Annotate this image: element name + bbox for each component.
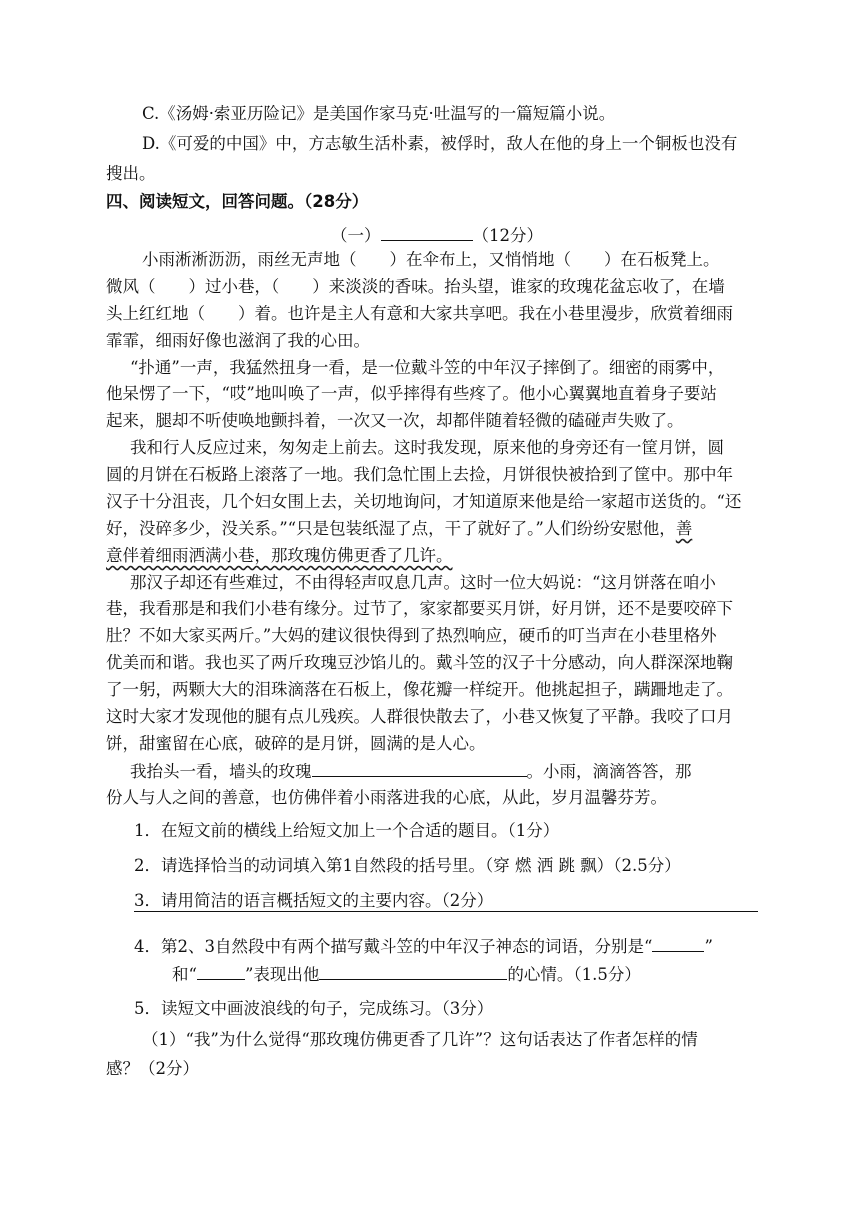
passage-line: 巷，我看那是和我们小巷有缘分。过节了，家家都要买月饼，好月饼，还不是要咬碎下 (106, 599, 733, 618)
passage-line (130, 758, 860, 785)
wavy-sentence-start: 善 (675, 519, 693, 538)
question-4-text: 的心情。（1.5分） (507, 965, 641, 984)
passage-line: 我和行人反应过来，匆匆走上前去。这时我发现，原来他的身旁还有一筐月饼，圆 (130, 438, 724, 457)
wavy-sentence-end: 意伴着细雨洒满小巷，那玫瑰仿佛更香了几许。 (106, 546, 453, 565)
passage-line: 份人与人之间的善意，也仿佛伴着小雨落进我的心底，从此，岁月温馨芬芳。 (106, 788, 667, 807)
passage-line: 小雨淅淅沥沥，雨丝无声地（ ）在伞布上，又悄悄地（ ）在石板凳上。 (142, 250, 720, 269)
passage-line: 霏霏，细雨好像也滋润了我的心田。 (106, 331, 370, 350)
answer-blank[interactable] (652, 933, 704, 952)
question-4-text: 4．第2、3自然段中有两个描写戴斗笠的中年汉子神态的词语，分别是“ (134, 937, 653, 956)
answer-line[interactable] (134, 911, 758, 912)
passage-line: 圆的月饼在石板路上滚落了一地。我们急忙围上去捡，月饼很快被拾到了筐中。那中年 (106, 465, 733, 484)
passage-line (106, 516, 860, 542)
wavy-sentence (106, 543, 860, 569)
passage-line-text: 我抬头一看，墙头的玫瑰 (130, 762, 312, 781)
question-1: 1．在短文前的横线上给短文加上一个合适的题目。（1分） (134, 821, 560, 840)
passage-line: 优美而和谐。我也买了两斤玫瑰豆沙馅儿的。戴斗笠的汉子十分感动，向人群深深地鞠 (106, 653, 733, 672)
question-4-cont (172, 961, 860, 988)
question-5-1-cont: 感？（2分） (106, 1059, 199, 1078)
passage-line: 肚？不如大家买两斤。”大妈的建议很快得到了热烈响应，硬币的叮当声在小巷里格外 (106, 626, 717, 645)
option-c: C.《汤姆·索亚历险记》是美国作家马克·吐温写的一篇短篇小说。 (142, 104, 616, 123)
passage-line: 饼，甜蜜留在心底，破碎的是月饼，圆满的是人心。 (106, 734, 486, 753)
option-d-line1: D.《可爱的中国》中，方志敏生活朴素，被俘时，敌人在他的身上一个铜板也没有 (142, 134, 738, 153)
passage-line: “扑通”一声，我猛然扭身一看，是一位戴斗笠的中年汉子摔倒了。细密的雨雾中， (130, 358, 725, 377)
question-3: 3．请用简洁的语言概括短文的主要内容。（2分） (134, 891, 494, 910)
passage-line-text: 好，没碎多少，没关系。”“只是包装纸湿了点，干了就好了。”人们纷纷安慰他， (106, 519, 676, 538)
passage-sub-score: （12分） (472, 226, 543, 245)
question-5-1: （1）“我”为什么觉得“那玫瑰仿佛更香了几许”？这句话表达了作者怎样的情 (142, 1030, 698, 1049)
passage-subtitle (331, 222, 860, 249)
rose-blank[interactable] (312, 758, 527, 777)
question-4-text: ” (704, 937, 713, 956)
title-blank[interactable] (381, 222, 473, 241)
question-2: 2．请选择恰当的动词填入第1自然段的括号里。（穿 燃 洒 跳 飘）（2.5分） (134, 856, 681, 875)
passage-line: 起来，腿却不听使唤地颤抖着，一次又一次，却都伴随着轻微的磕碰声失败了。 (106, 411, 684, 430)
answer-blank[interactable] (197, 961, 245, 980)
question-4-text: 和“ (172, 965, 197, 984)
option-d-line2: 搜出。 (106, 164, 156, 183)
passage-line: 了一躬，两颗大大的泪珠滴落在石板上，像花瓣一样绽开。他挑起担子，蹒跚地走了。 (106, 680, 733, 699)
passage-line: 这时大家才发现他的腿有点儿残疾。人群很快散去了，小巷又恢复了平静。我咬了口月 (106, 707, 733, 726)
passage-line: 他呆愣了一下，“哎”地叫唤了一声，似乎摔得有些疼了。他小心翼翼地直着身子要站 (106, 384, 717, 403)
passage-line-text: 。小雨，滴滴答答，那 (526, 762, 692, 781)
answer-blank[interactable] (319, 961, 507, 980)
question-4 (134, 933, 860, 960)
passage-line: 头上红红地（ ）着。也许是主人有意和大家共享吧。我在小巷里漫步，欣赏着细雨 (106, 304, 733, 323)
passage-line: 那汉子却还有些难过，不由得轻声叹息几声。这时一位大妈说：“这月饼落在咱小 (130, 573, 716, 592)
passage-line: 汉子十分沮丧，几个妇女围上去，关切地询问，才知道原来他是给一家超市送货的。“还 (106, 492, 742, 511)
section-heading: 四、阅读短文，回答问题。（28分） (106, 192, 369, 211)
question-4-text: ”表现出他 (244, 965, 320, 984)
passage-sub-label: （一） (331, 226, 381, 245)
question-5: 5．读短文中画波浪线的句子，完成练习。（3分） (134, 999, 494, 1018)
passage-line: 微风（ ）过小巷，（ ）来淡淡的香味。抬头望，谁家的玫瑰花盆忘收了，在墙 (106, 277, 725, 296)
